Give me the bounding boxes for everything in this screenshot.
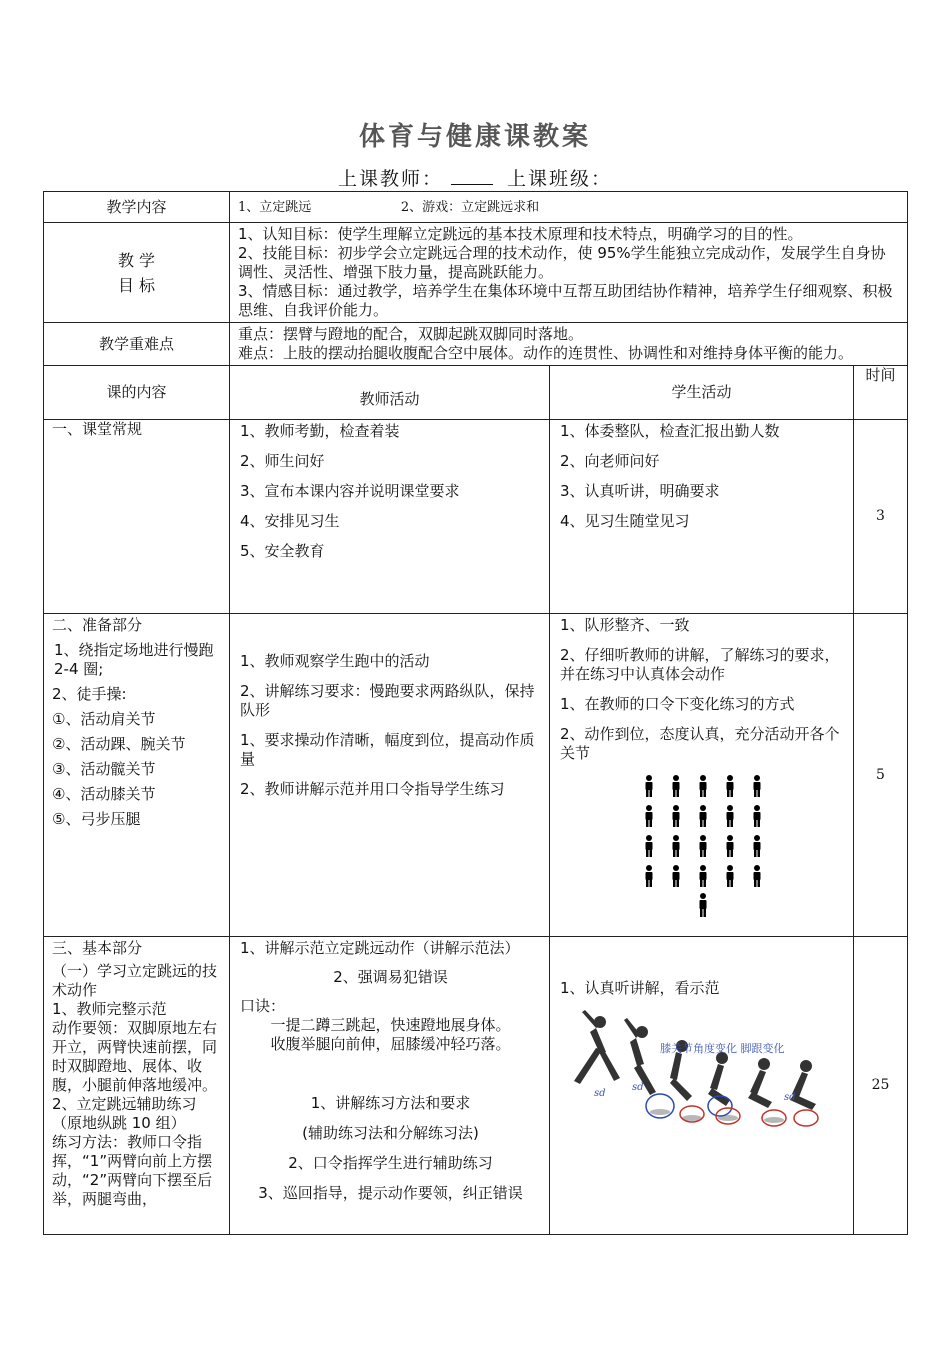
- student-person-icon: [639, 865, 659, 887]
- student-person-icon: [639, 805, 659, 827]
- basic-teacher-8: 2、口令指挥学生进行辅助练习: [288, 1154, 493, 1172]
- basic-content-4: 2、立定跳远辅助练习（原地纵跳 10 组）: [52, 1095, 197, 1132]
- section-routine-row: [44, 420, 908, 614]
- jump-mark-3: sd: [784, 1092, 796, 1103]
- warmup-teacher-4: 2、教师讲解示范并用口令指导学生练习: [240, 780, 505, 798]
- routine-time: 3: [854, 420, 908, 614]
- col-header-time: 时间: [854, 366, 908, 420]
- warmup-teacher-2: 2、讲解练习要求：慢跑要求两路纵队，保持队形: [240, 682, 535, 719]
- key-points-label: 教学重难点: [44, 323, 230, 366]
- student-person-icon: [720, 805, 740, 827]
- basic-teacher-7: (辅助练习法和分解练习法): [302, 1124, 479, 1142]
- student-person-icon: [666, 865, 686, 887]
- warmup-content-6: ④、活动膝关节: [52, 785, 156, 803]
- goals-label-bottom: 目 标: [117, 275, 156, 295]
- warmup-student-3: 1、在教师的口令下变化练习的方式: [560, 695, 795, 713]
- warmup-content-2: 2、徒手操:: [52, 685, 127, 703]
- key-points-text: [230, 323, 908, 366]
- routine-student-1: 1、体委整队，检查汇报出勤人数: [560, 422, 780, 440]
- student-person-icon: [720, 865, 740, 887]
- jump-mark-1: sd: [594, 1088, 606, 1099]
- section-warmup-student: [550, 614, 854, 937]
- student-person-icon: [693, 865, 713, 887]
- student-person-icon: [720, 835, 740, 857]
- warmup-student-2: 2、仔细听教师的讲解，了解练习的要求，并在练习中认真体会动作: [560, 646, 840, 683]
- goal-cognitive: 1、认知目标：使学生理解立定跳远的基本技术原理和技术特点，明确学习的目的性。: [238, 225, 803, 243]
- warmup-student-1: 1、队形整齐、一致: [560, 616, 690, 634]
- goal-emotional: 3、情感目标：通过教学，培养学生在集体环境中互帮互助团结协作精神，培养学生仔细观察、积极思维、自我评价能力。: [238, 282, 893, 319]
- class-label: 上课班级：: [507, 168, 613, 190]
- basic-teacher-3: 口诀：: [240, 997, 286, 1015]
- goal-skill: 2、技能目标：初步学会立定跳远合理的技术动作，使 95%学生能独立完成动作，发展学生自身协调性、灵活性、增强下肢力量，提高跳跃能力。: [238, 244, 886, 281]
- student-person-icon: [693, 775, 713, 797]
- routine-teacher-3: 3、宣布本课内容并说明课堂要求: [240, 482, 460, 500]
- student-person-icon: [720, 775, 740, 797]
- routine-teacher-5: 5、安全教育: [240, 542, 325, 560]
- warmup-teacher-1: 1、教师观察学生跑中的活动: [240, 652, 430, 670]
- basic-teacher-5: 收腹举腿向前伸，屈膝缓冲轻巧落。: [270, 1035, 511, 1053]
- basic-teacher-6: 1、讲解练习方法和要求: [310, 1094, 471, 1112]
- col-header-teacher: 教师活动: [230, 366, 550, 420]
- basic-content-2: 1、教师完整示范: [52, 1000, 167, 1018]
- column-header-row: [44, 366, 908, 420]
- basic-content-5: 练习方法：教师口令指挥，“1”两臂向前上方摆动，“2”两臂向下摆至后举，两腿弯曲，: [52, 1133, 213, 1208]
- page-title: 体育与健康课教案: [358, 122, 591, 152]
- col-header-student: 学生活动: [550, 366, 854, 420]
- teacher-class-line: [0, 164, 950, 191]
- section-routine-teacher: [230, 420, 550, 614]
- warmup-content-7: ⑤、弓步压腿: [52, 810, 141, 828]
- section-warmup-teacher: [230, 614, 550, 937]
- routine-student-4: 4、见习生随堂见习: [560, 512, 690, 530]
- standing-long-jump-sequence-image: [560, 1008, 848, 1138]
- basic-teacher-4: 一提二蹲三跳起，快速蹬地展身体。: [270, 1016, 511, 1034]
- section-warmup-row: [44, 614, 908, 937]
- teacher-blank: [451, 184, 493, 185]
- routine-teacher-4: 4、安排见习生: [240, 512, 340, 530]
- routine-student-2: 2、向老师问好: [560, 452, 660, 470]
- basic-teacher-9: 3、巡回指导，提示动作要领，纠正错误: [258, 1184, 523, 1202]
- basic-title: 三、基本部分: [52, 939, 143, 957]
- teaching-goals-row: [44, 223, 908, 323]
- warmup-time: 5: [854, 614, 908, 937]
- student-person-icon: [693, 805, 713, 827]
- teaching-content-value: [230, 192, 908, 223]
- student-person-icon: [666, 835, 686, 857]
- basic-time: 25: [854, 937, 908, 1235]
- teaching-content-row: [44, 192, 908, 223]
- student-person-icon: [693, 835, 713, 857]
- section-warmup-content: [44, 614, 230, 937]
- teaching-goals-text: [230, 223, 908, 323]
- section-basic-student: [550, 937, 854, 1235]
- jump-image-caption: 膝关节角度变化 脚跟变化: [660, 1042, 785, 1055]
- teaching-goals-label: [44, 223, 230, 323]
- section-routine-title: [44, 420, 230, 614]
- student-person-icon: [747, 775, 767, 797]
- difficult-point: 难点：上肢的摆动抬腿收腹配合空中展体。动作的连贯性、协调性和对维持身体平衡的能力。: [238, 344, 854, 362]
- warmup-teacher-3: 1、要求操动作清晰，幅度到位，提高动作质量: [240, 731, 535, 768]
- teaching-content-label: 教学内容: [44, 192, 230, 223]
- student-person-icon: [747, 835, 767, 857]
- student-person-icon: [666, 805, 686, 827]
- student-person-icon: [639, 775, 659, 797]
- teacher-label: 上课教师：: [337, 168, 443, 190]
- section-basic-teacher: [230, 937, 550, 1235]
- jump-mark-2: sd: [632, 1082, 644, 1093]
- warmup-content-3: ①、活动肩关节: [52, 710, 156, 728]
- student-person-icon: [639, 835, 659, 857]
- lesson-plan-table: [43, 191, 908, 1235]
- student-person-icon: [666, 775, 686, 797]
- routine-student-3: 3、认真听讲，明确要求: [560, 482, 720, 500]
- student-person-icon: [747, 865, 767, 887]
- warmup-content-1: 1、绕指定场地进行慢跑 2-4 圈;: [54, 641, 214, 678]
- warmup-content-4: ②、活动踝、腕关节: [52, 735, 186, 753]
- section-basic-row: [44, 937, 908, 1235]
- section-routine-student: [550, 420, 854, 614]
- goals-label-top: 教 学: [117, 250, 156, 270]
- student-person-icon: [747, 805, 767, 827]
- routine-title-text: 一、课堂常规: [52, 420, 143, 438]
- warmup-student-4: 2、动作到位，态度认真，充分活动开各个关节: [560, 725, 840, 762]
- routine-teacher-2: 2、师生问好: [240, 452, 325, 470]
- basic-teacher-1: 1、讲解示范立定跳远动作（讲解示范法）: [240, 939, 520, 957]
- leader-person-icon: [693, 893, 713, 917]
- content-item-2: 2、游戏：立定跳远求和: [400, 200, 540, 215]
- col-header-content: 课的内容: [44, 366, 230, 420]
- formation-diagram: [639, 775, 766, 887]
- warmup-content-5: ③、活动髋关节: [52, 760, 156, 778]
- content-item-1: 1、立定跳远: [238, 200, 312, 215]
- routine-teacher-1: 1、教师考勤，检查着装: [240, 422, 400, 440]
- basic-student-1: 1、认真听讲解，看示范: [560, 979, 720, 997]
- basic-content-3: 动作要领：双脚原地左右开立，两臂快速前摆，同时双脚蹬地、展体、收腹，小腿前伸落地缓冲。: [52, 1019, 218, 1094]
- section-basic-content: [44, 937, 230, 1235]
- basic-content-1: （一）学习立定跳远的技术动作: [52, 962, 218, 999]
- key-point: 重点：摆臂与蹬地的配合，双脚起跳双脚同时落地。: [238, 325, 584, 343]
- key-points-row: [44, 323, 908, 366]
- basic-teacher-2: 2、强调易犯错误: [333, 968, 448, 986]
- warmup-title: 二、准备部分: [52, 616, 143, 634]
